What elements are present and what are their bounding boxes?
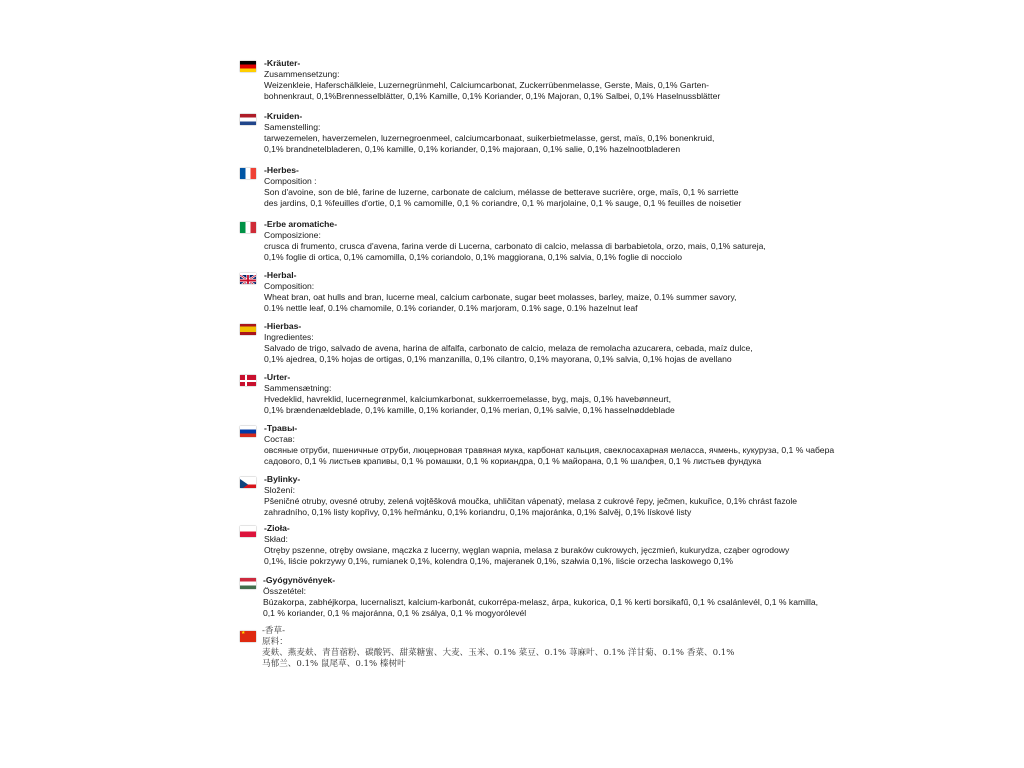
entry-line: Son d'avoine, son de blé, farine de luzerne, carbonate de calcium, mélasse de betterave sucrière, orge, maïs, 0,1 % sarriette xyxy=(264,187,739,197)
entry-label: 原料： xyxy=(262,637,288,647)
entry-title: -Gyógynövények- xyxy=(263,575,336,585)
entry-label: Composition: xyxy=(264,281,315,291)
entry-line: des jardins, 0,1 %feuilles d'ortie, 0,1 % camomille, 0,1 % coriandre, 0,1 % marjolaine, 0,1 % sauge, 0,1 % feuilles de noisetier xyxy=(264,198,742,208)
entry-label: Složení: xyxy=(264,485,296,495)
italy-flag-icon xyxy=(240,222,256,233)
entry-line: 麦麸、燕麦麸、青苜蓿粉、碳酸钙、甜菜糖蜜、大麦、玉米、0.1% 菜豆、0.1% 荨麻叶、0.1% 洋甘菊、0.1% 香菜、0.1% xyxy=(262,648,735,658)
entry-line: овсяные отруби, пшеничные отруби, люцерновая травяная мука, карбонат кальция, свеклосахарная меласса, ячмень, кукуруза, 0,1 % чабера xyxy=(264,445,835,455)
entry-label: Sammensætning: xyxy=(264,383,332,393)
entry-title: -Hierbas- xyxy=(264,321,302,331)
poland-flag-icon xyxy=(240,526,256,537)
entry-label: Composizione: xyxy=(264,230,321,240)
entry-title: -Bylinky- xyxy=(264,474,301,484)
entry-title: -Herbes- xyxy=(264,165,299,175)
entry-line: tarwezemelen, haverzemelen, luzernegroenmeel, calciumcarbonaat, suikerbietmelasse, gerst, maïs, 0,1% bonenkruid, xyxy=(264,133,715,143)
entry-label: Состав: xyxy=(264,434,295,444)
china-flag-icon: ★ xyxy=(240,631,256,642)
entry-line: Otręby pszenne, otręby owsiane, mączka z lucerny, węglan wapnia, melasa z buraków cukrowych, jęczmień, kukurydza, cząber ogrodowy xyxy=(264,545,790,555)
entry-title: -香草- xyxy=(262,626,285,636)
uk-flag-icon xyxy=(240,273,256,284)
entry-title: -Urter- xyxy=(264,372,291,382)
entry-label: Composition : xyxy=(264,176,317,186)
entry-line: 0,1% brandnetelbladeren, 0,1% kamille, 0,1% koriander, 0,1% majoraan, 0,1% salie, 0,1% hazelnootbladeren xyxy=(264,144,681,154)
entry-title: -Erbe aromatiche- xyxy=(264,219,338,229)
netherlands-flag-icon xyxy=(240,114,256,125)
germany-flag-icon xyxy=(240,61,256,72)
entry-label: Összetétel: xyxy=(263,586,306,596)
entry-label: Ingredientes: xyxy=(264,332,314,342)
entry-line: crusca di frumento, crusca d'avena, farina verde di Lucerna, carbonato di calcio, melassa di barbabietola, orzo, mais, 0,1% satureja, xyxy=(264,241,766,251)
entry-line: 0,1 % koriander, 0,1 % majoránna, 0,1 % zsálya, 0,1 % mogyorólevél xyxy=(263,608,527,618)
denmark-flag-icon xyxy=(240,375,256,386)
france-flag-icon xyxy=(240,168,256,179)
entry-title: -Травы- xyxy=(264,423,298,433)
entry-line: 0.1% nettle leaf, 0.1% chamomile, 0.1% coriander, 0.1% marjoram, 0.1% sage, 0.1% hazelnut leaf xyxy=(264,303,638,313)
entry-line: bohnenkraut, 0,1%Brennesselblätter, 0,1% Kamille, 0,1% Koriander, 0,1% Majoran, 0,1% Salbei, 0,1% Haselnussblätter xyxy=(264,91,721,101)
entry-title: -Kräuter- xyxy=(264,58,301,68)
entry-line: Pšeničné otruby, ovesné otruby, zelená vojtěšková moučka, uhličitan vápenatý, melasa z cukrové řepy, ječmen, kukuřice, 0,1% chrást fazole xyxy=(264,496,798,506)
czech-flag-icon xyxy=(240,477,256,488)
entry-title: -Kruiden- xyxy=(264,111,303,121)
entry-line: садового, 0,1 % листьев крапивы, 0,1 % ромашки, 0,1 % кориандра, 0,1 % майорана, 0,1 % шалфея, 0,1 % листьев фундука xyxy=(264,456,762,466)
entry-line: Hvedeklid, havreklid, lucernegrønmel, kalciumkarbonat, sukkerroemelasse, byg, majs, 0,1% havebønneurt, xyxy=(264,394,671,404)
entry-line: Búzakorpa, zabhéjkorpa, lucernaliszt, kalcium-karbonát, cukorrépa-melasz, árpa, kukorica, 0,1 % kerti borsikafű, 0,1 % csalánlevél, 0,1 % kamilla, xyxy=(263,597,819,607)
entry-title: -Zioła- xyxy=(264,523,290,533)
entry-line: 马郁兰、0.1% 鼠尾草、0.1% 榛树叶 xyxy=(262,659,406,669)
entry-label: Skład: xyxy=(264,534,288,544)
entry-label: Samenstelling: xyxy=(264,122,321,132)
entry-line: 0,1% foglie di ortica, 0,1% camomilla, 0,1% coriandolo, 0,1% maggiorana, 0,1% salvia, 0,1% foglie di nocciolo xyxy=(264,252,682,262)
entry-line: zahradního, 0,1% listy kopřivy, 0,1% heřmánku, 0,1% koriandru, 0,1% majoránka, 0,1% šalvěj, 0,1% lískové listy xyxy=(264,507,692,517)
spain-flag-icon xyxy=(240,324,256,335)
hungary-flag-icon xyxy=(240,578,256,589)
russia-flag-icon xyxy=(240,426,256,437)
entry-line: Wheat bran, oat hulls and bran, lucerne meal, calcium carbonate, sugar beet molasses, barley, maize, 0.1% summer savory, xyxy=(264,292,737,302)
entry-line: 0,1%, liście pokrzywy 0,1%, rumianek 0,1%, kolendra 0,1%, majeranek 0,1%, szałwia 0,1%, liście orzecha laskowego 0,1% xyxy=(264,556,734,566)
entry-line: Salvado de trigo, salvado de avena, harina de alfalfa, carbonato de calcio, melaza de remolacha azucarera, cebada, maíz dulce, xyxy=(264,343,753,353)
entry-line: Weizenkleie, Haferschälkleie, Luzernegrünmehl, Calciumcarbonat, Zuckerrübenmelasse, Gerste, Mais, 0,1% Garten- xyxy=(264,80,710,90)
entry-title: -Herbal- xyxy=(264,270,297,280)
entry-label: Zusammensetzung: xyxy=(264,69,340,79)
entry-line: 0,1% ajedrea, 0,1% hojas de ortigas, 0,1% manzanilla, 0,1% cilantro, 0,1% mayorana, 0,1% salvia, 0,1% hojas de avellano xyxy=(264,354,732,364)
entry-line: 0,1% brændenældeblade, 0,1% kamille, 0,1% koriander, 0,1% merian, 0,1% salvie, 0,1% hasselnøddeblade xyxy=(264,405,675,415)
